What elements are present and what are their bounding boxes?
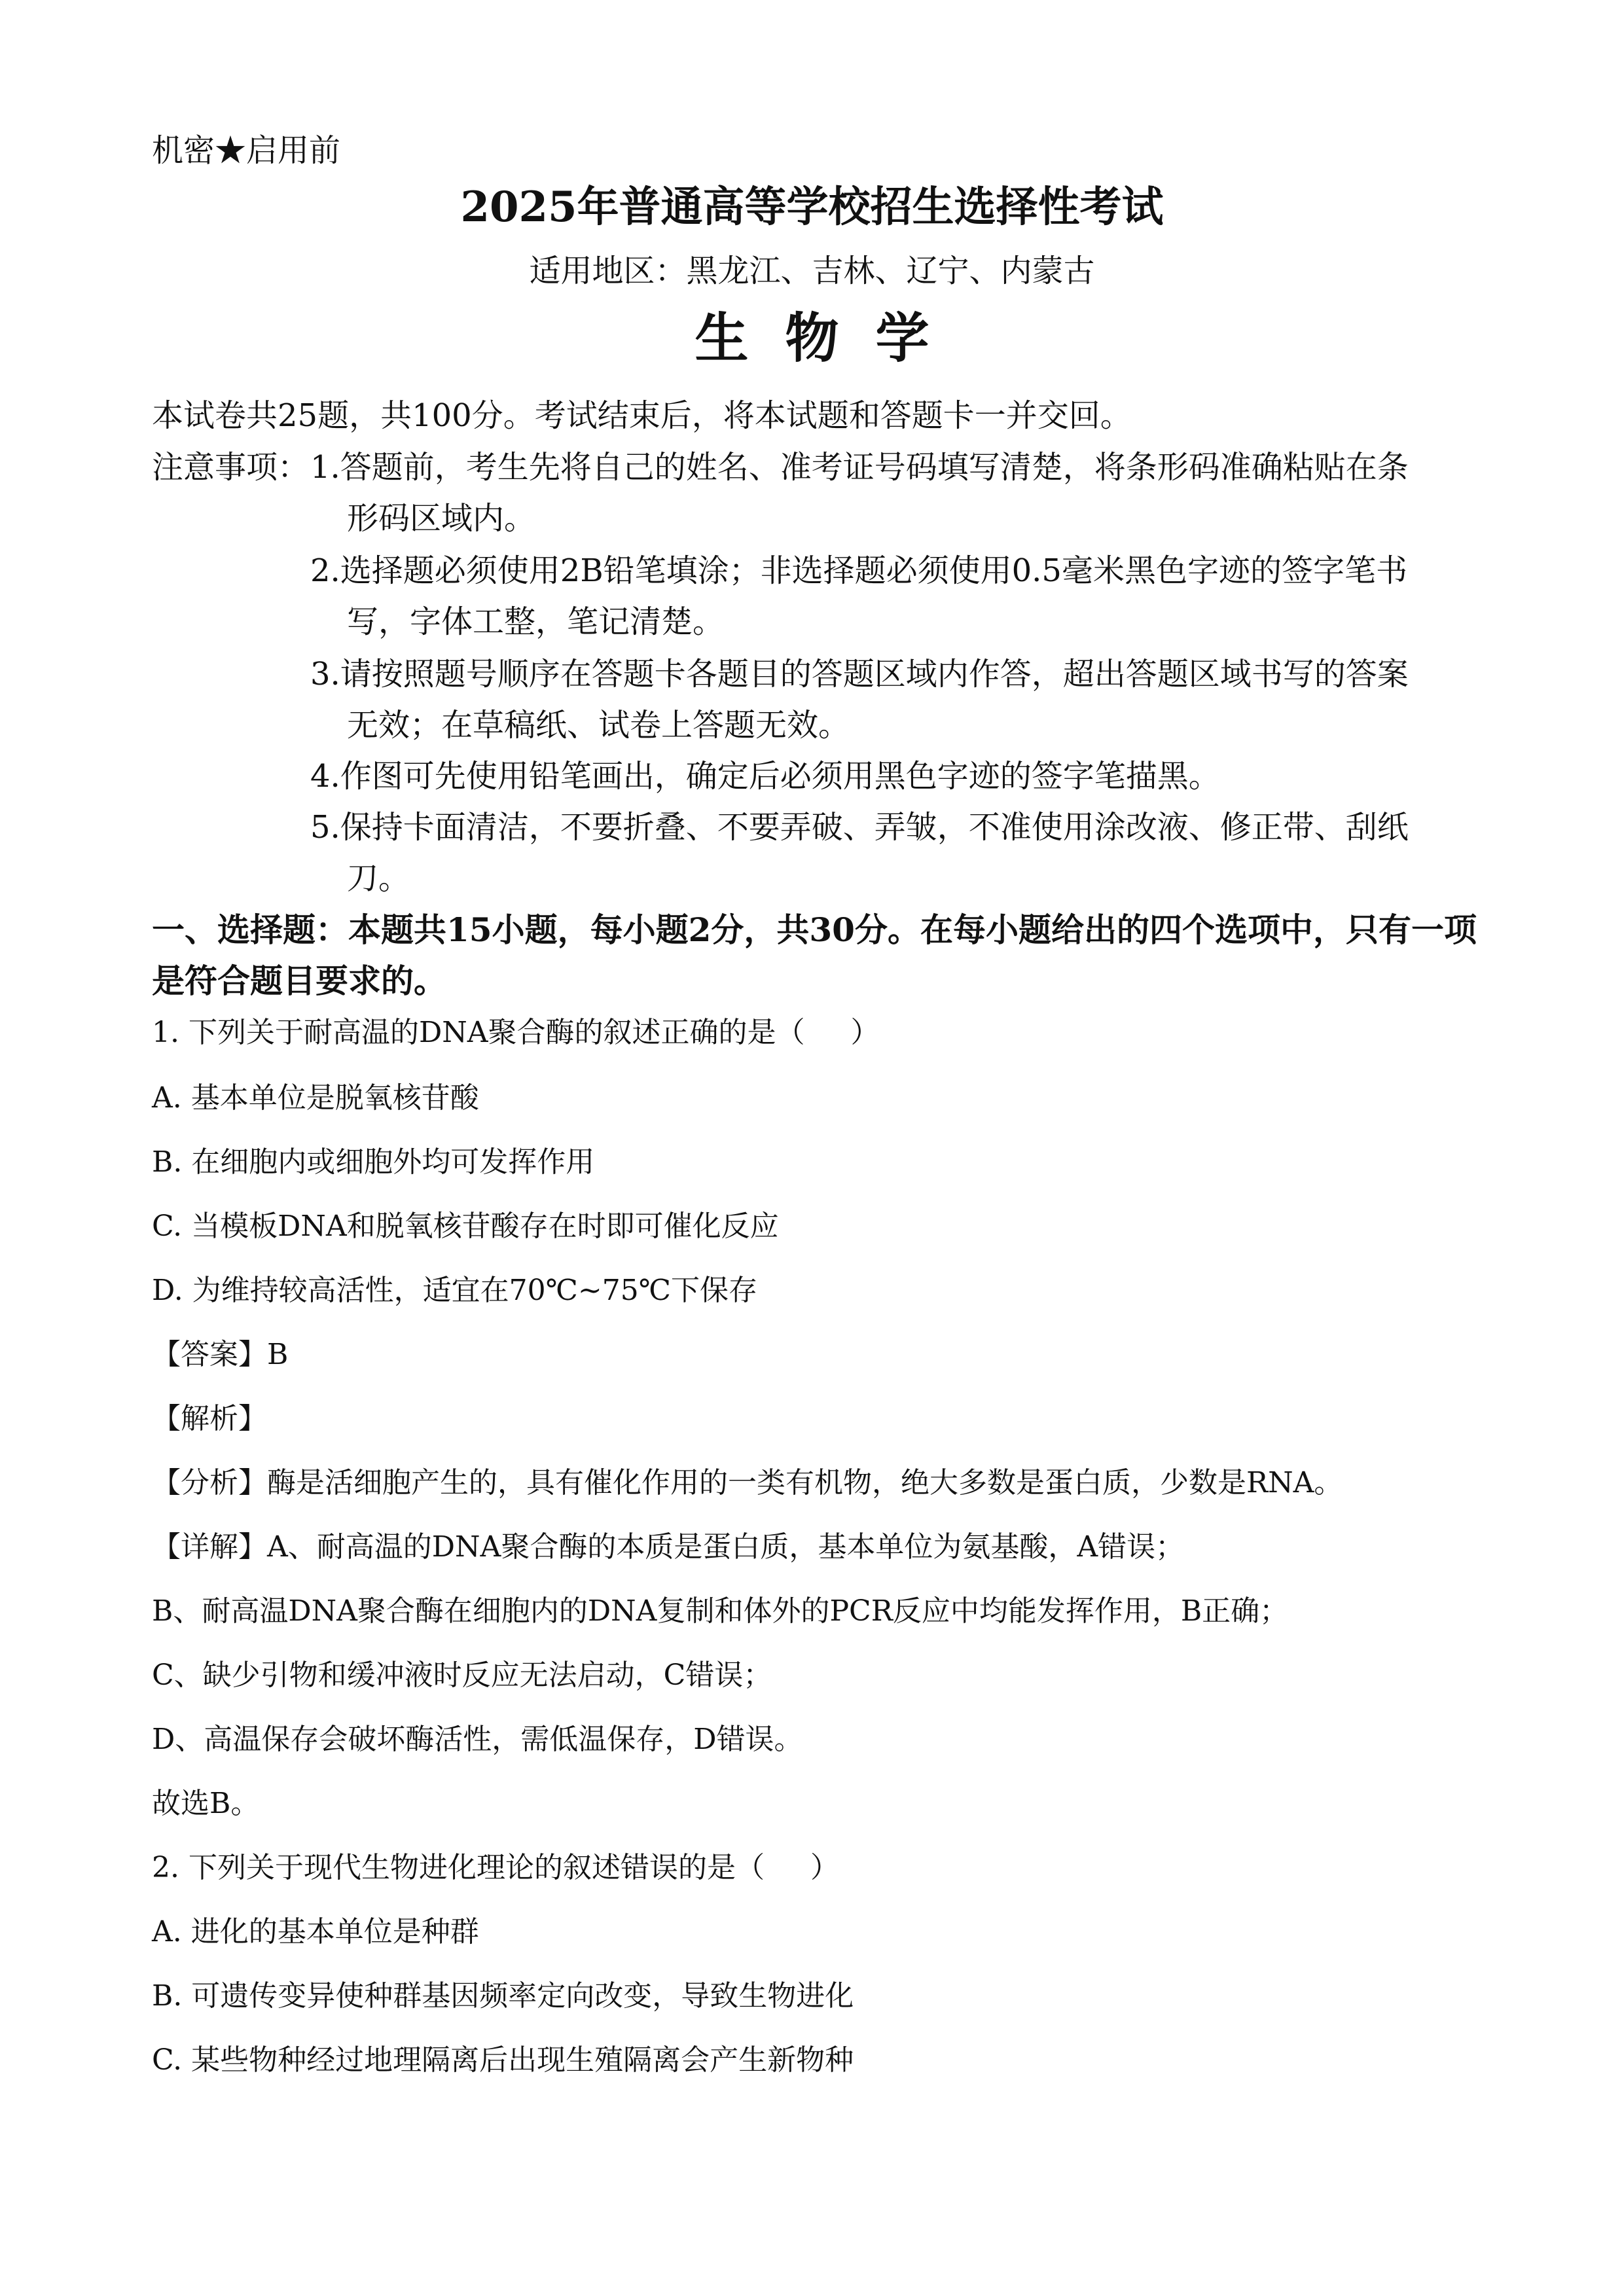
q2-stem-close: ）: [810, 1851, 839, 1884]
q1-detail-c: C、缺少引物和缓冲液时反应无法启动，C错误；: [152, 1659, 772, 1692]
notes-label: 注意事项：: [152, 449, 310, 486]
subject-title: 生物学: [695, 307, 966, 370]
note-3-cont: 无效；在草稿纸、试卷上答题无效。: [347, 707, 850, 744]
q1-option-a: A. 基本单位是脱氧核苷酸: [152, 1081, 479, 1115]
q1-stem-close: ）: [850, 1016, 880, 1049]
section-1-heading-cont: 是符合题目要求的。: [152, 961, 446, 1000]
note-3: 3.请按照题号顺序在答题卡各题目的答题区域内作答，超出答题区域书写的答案: [310, 656, 1409, 692]
q1-detail-b: B、耐高温DNA聚合酶在细胞内的DNA复制和体外的PCR反应中均能发挥作用，B正确；: [152, 1594, 1289, 1628]
exam-intro: 本试卷共25题，共100分。考试结束后，将本试题和答题卡一并交回。: [152, 397, 1132, 434]
q1-analysis-title: 【解析】: [152, 1402, 267, 1435]
q1-detail-a: 【详解】A、耐高温的DNA聚合酶的本质是蛋白质，基本单位为氨基酸，A错误；: [152, 1530, 1185, 1564]
q2-option-a: A. 进化的基本单位是种群: [152, 1915, 479, 1948]
q2-stem-text: 2. 下列关于现代生物进化理论的叙述错误的是（: [152, 1851, 765, 1884]
q1-analysis: 【分析】酶是活细胞产生的，具有催化作用的一类有机物，绝大多数是蛋白质，少数是RNA。: [152, 1466, 1343, 1499]
exam-title: 2025年普通高等学校招生选择性考试: [460, 183, 1164, 232]
q1-option-b: B. 在细胞内或细胞外均可发挥作用: [152, 1145, 595, 1179]
q1-conclusion: 故选B。: [152, 1787, 260, 1820]
note-2: 2.选择题必须使用2B铅笔填涂；非选择题必须使用0.5毫米黑色字迹的签字笔书: [310, 552, 1407, 589]
q1-stem-text: 1. 下列关于耐高温的DNA聚合酶的叙述正确的是（: [152, 1016, 805, 1049]
q1-detail-d: D、高温保存会破坏酶活性，需低温保存，D错误。: [152, 1723, 803, 1756]
note-1: 1.答题前，考生先将自己的姓名、准考证号码填写清楚，将条形码准确粘贴在条: [310, 449, 1409, 486]
note-5: 5.保持卡面清洁，不要折叠、不要弄破、弄皱，不准使用涂改液、修正带、刮纸: [310, 809, 1409, 846]
q2-option-c: C. 某些物种经过地理隔离后出现生殖隔离会产生新物种: [152, 2043, 854, 2077]
applicable-region: 适用地区：黑龙江、吉林、辽宁、内蒙古: [529, 253, 1095, 289]
q1-stem: [152, 1018, 880, 1047]
q2-option-b: B. 可遗传变异使种群基因频率定向改变，导致生物进化: [152, 1979, 854, 2013]
note-2-cont: 写，字体工整，笔记清楚。: [347, 603, 725, 640]
section-1-heading: 一、选择题：本题共15小题，每小题2分，共30分。在每小题给出的四个选项中，只有一项: [152, 910, 1477, 949]
note-1-cont: 形码区域内。: [347, 500, 536, 537]
q1-option-d: D. 为维持较高活性，适宜在70℃~75℃下保存: [152, 1274, 757, 1307]
note-4: 4.作图可先使用铅笔画出，确定后必须用黑色字迹的签字笔描黑。: [310, 758, 1220, 795]
note-5-cont: 刀。: [347, 860, 410, 897]
q2-stem: [152, 1851, 839, 1884]
q1-answer: 【答案】B: [152, 1338, 289, 1371]
confidential-label: 机密★启用前: [152, 132, 341, 169]
q1-option-c: C. 当模板DNA和脱氧核苷酸存在时即可催化反应: [152, 1210, 779, 1243]
